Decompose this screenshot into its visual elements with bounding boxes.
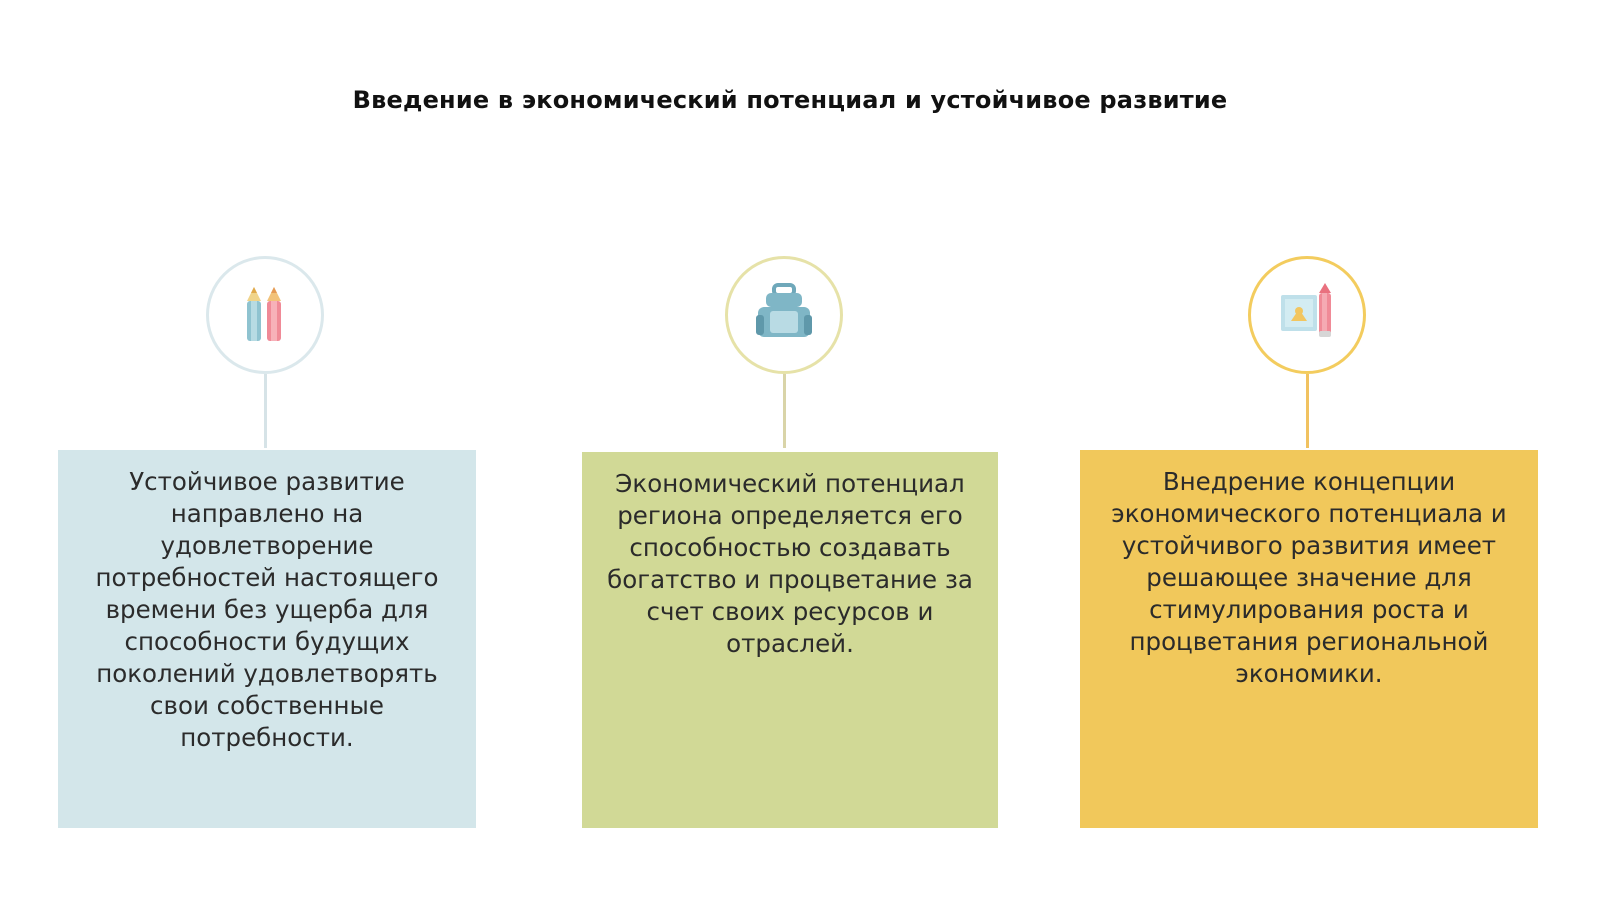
step-3-icon-ring (1248, 256, 1366, 374)
step-2-icon-ring (725, 256, 843, 374)
step-1-card (58, 450, 476, 828)
step-1-connector (264, 374, 267, 448)
step-1-icon-ring (206, 256, 324, 374)
step-3-text: Внедрение концепции экономического потенциала и устойчивого развития имеет решающее значение для стимулирования роста и процветания региональной экономики. (1111, 467, 1507, 688)
step-2-card (582, 452, 998, 828)
step-3-connector (1306, 374, 1309, 448)
step-3-card (1080, 450, 1538, 828)
step-2-connector (783, 374, 786, 448)
backpack-icon (752, 281, 816, 350)
step-1-text: Устойчивое развитие направлено на удовлетворение потребностей настоящего времени без ущерба для способности будущих поколений удовлетворять свои собственные потребности. (95, 467, 439, 752)
drawing-board-icon (1275, 281, 1339, 350)
step-2-text: Экономический потенциал региона определяется его способностью создавать богатство и процветание за счет своих ресурсов и отраслей. (607, 469, 973, 658)
pencils-icon (237, 281, 293, 350)
page-title: Введение в экономический потенциал и устойчивое развитие (352, 86, 1228, 114)
